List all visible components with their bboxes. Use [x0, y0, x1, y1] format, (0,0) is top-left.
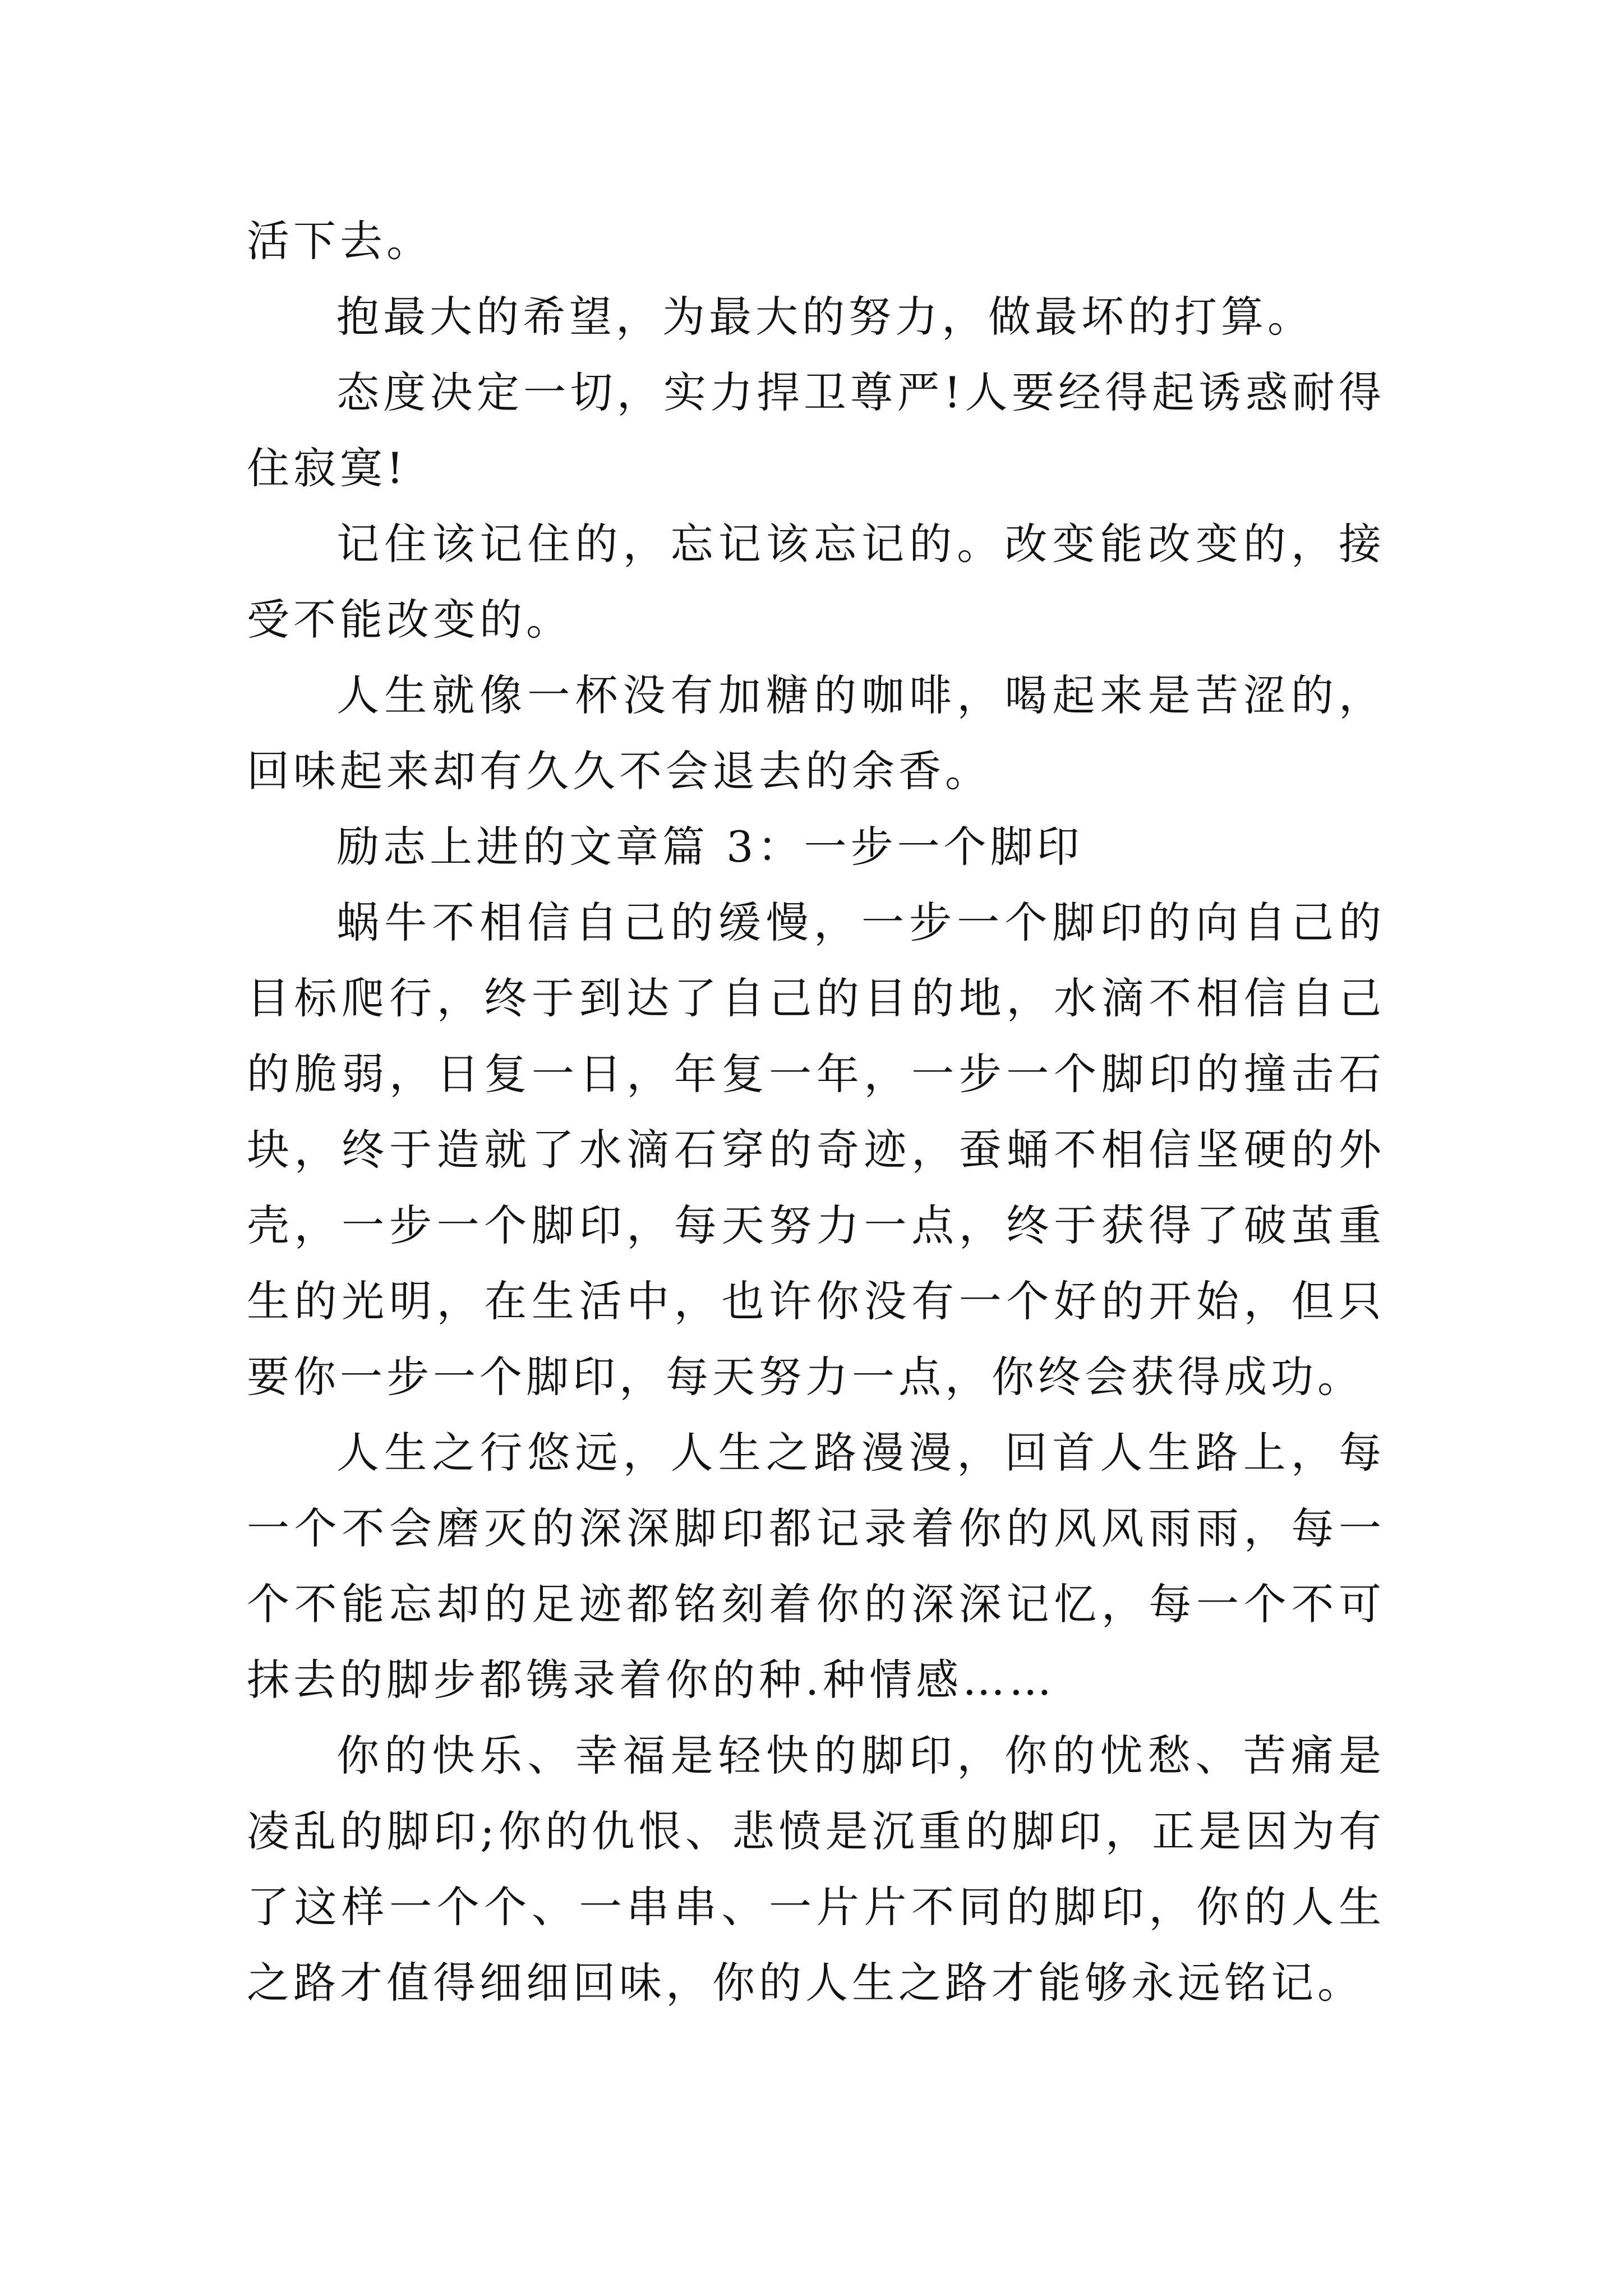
- paragraph: 抱最大的希望，为最大的努力，做最坏的打算。: [336, 292, 1314, 342]
- paragraph: 人生之行悠远，人生之路漫漫，回首人生路上，每一个不会磨灭的深深脚印都记录着你的风风雨雨，每一个不能忘却的足迹都铭刻着你的深深记忆，每一个不可抹去的脚步都镌录着你的种.种情感……: [247, 1428, 1385, 1705]
- paragraph: 人生就像一杯没有加糖的咖啡，喝起来是苦涩的，回味起来却有久久不会退去的余香。: [247, 670, 1385, 796]
- paragraph: 活下去。: [247, 216, 433, 266]
- paragraph: 你的快乐、幸福是轻快的脚印，你的忧愁、苦痛是凌乱的脚印;你的仇恨、悲愤是沉重的脚印，正是因为有了这样一个个、一串串、一片片不同的脚印，你的人生之路才值得细细回味，你的人生之路才能够永远铭记。: [247, 1731, 1385, 2008]
- paragraph: 蜗牛不相信自己的缓慢，一步一个脚印的向自己的目标爬行，终于到达了自己的目的地，水滴不相信自己的脆弱，日复一日，年复一年，一步一个脚印的撞击石块，终于造就了水滴石穿的奇迹，蚕蛹不相信坚硬的外壳，一步一个脚印，每天努力一点，终于获得了破茧重生的光明，在生活中，也许你没有一个好的开始，但只要你一步一个脚印，每天努力一点，你终会获得成功。: [247, 898, 1385, 1402]
- section-heading: 励志上进的文章篇 3：一步一个脚印: [336, 822, 1083, 872]
- paragraph: 记住该记住的，忘记该忘记的。改变能改变的，接受不能改变的。: [247, 519, 1385, 645]
- document-body: [247, 203, 1385, 2021]
- paragraph: 态度决定一切，实力捍卫尊严!人要经得起诱惑耐得住寂寞!: [247, 367, 1385, 493]
